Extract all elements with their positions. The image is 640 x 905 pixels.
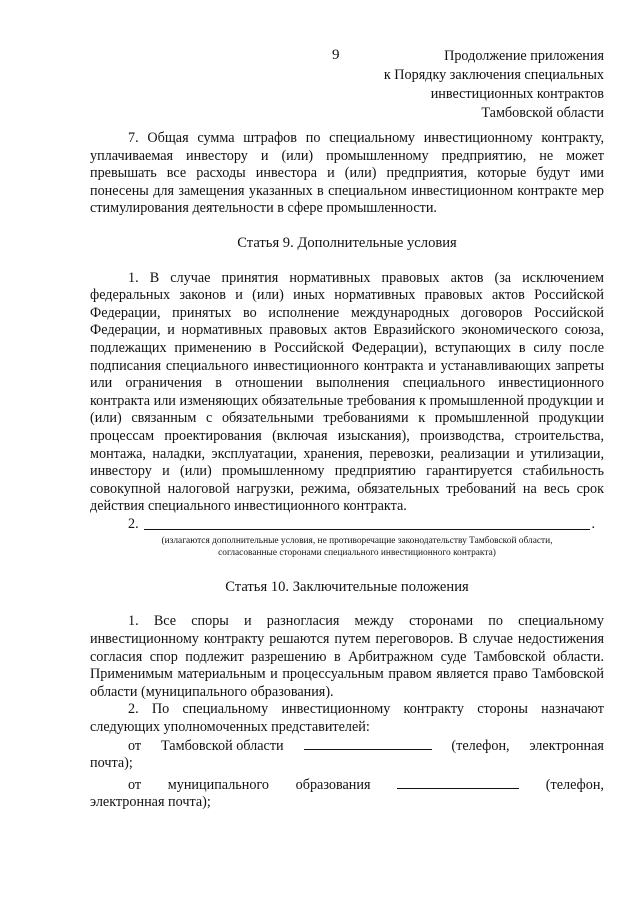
period: .	[591, 515, 595, 532]
rep-text: муниципального	[167, 776, 270, 793]
note-line: (излагаются дополнительные условия, не противоречащие законодательству Тамбовской области,	[161, 535, 553, 546]
rep-text: (телефон,	[545, 776, 604, 793]
representative-municipality	[90, 776, 604, 795]
header-line: Продолжение приложения	[444, 48, 604, 64]
fill-in-line	[144, 529, 590, 530]
paragraph-7: 7. Общая сумма штрафов по специальному инвестиционному контракту, уплачиваемая инвестору и (или) промышленному предприятию, не может превышать все расходы инвестора и (или) предприятия, которые будут ими понесены для замещения указанных в специальном инвестиционном контракте мер стимулирования деятельности в сфере промышленности.	[90, 130, 604, 217]
document-body	[90, 130, 604, 812]
header-line: к Порядку заключения специальных	[383, 67, 604, 83]
fill-in-line	[397, 776, 519, 789]
rep-tail: почта);	[90, 755, 133, 772]
page-number: 9	[332, 47, 340, 63]
note-line: согласованные сторонами специального инвестиционного контракта)	[218, 547, 496, 558]
header-line: инвестиционных контрактов	[430, 86, 604, 102]
appendix-header	[344, 47, 604, 123]
article-9-paragraph-1: 1. В случае принятия нормативных правовых актов (за исключением федеральных законов и (или) иных нормативных правовых актов Российской Федерации, принятых во исполнение международных договоров Российской Федерации, и нормативных правовых актов Евразийского экономического союза, подлежащих применению в Российской Федерации), вступающих в силу после подписания специального инвестиционного контракта и устанавливающих запреты или ограничения в отношении выполнения специального инвестиционного контракта или изменяющих обязательные требования к промышленной продукции и (или) связанным с обязательными требованиями к промышленной продукции процессам проектирования (включая изыскания), производства, строительства, монтажа, наладки, эксплуатации, хранения, перевозки, реализации и утилизации, инвестору и (или) промышленному предприятию гарантируется стабильность совокупной налоговой нагрузки, режима, обязательных требований на весь срок действия специального инвестиционного контракта.	[90, 269, 604, 515]
rep-text: образования	[295, 776, 371, 793]
rep-text: от	[128, 776, 142, 793]
article-10-paragraph-1: 1. Все споры и разногласия между сторонами по специальному инвестиционному контракту решаются путем переговоров. В случае недостижения согласия спор подлежит разрешению в Арбитражном суде Тамбовской области. Применимым материальным и процессуальным правом является право Тамбовской области (муниципального образования).	[90, 613, 604, 700]
rep-tail: электронная почта);	[90, 794, 211, 811]
article-10-paragraph-2: 2. По специальному инвестиционному контракту стороны назначают следующих уполномоченных представителей:	[90, 701, 604, 736]
rep-text: (телефон,	[451, 737, 510, 754]
article-9-paragraph-2	[90, 516, 604, 535]
article-9-title: Статья 9. Дополнительные условия	[237, 234, 457, 251]
article-10-title: Статья 10. Заключительные положения	[225, 578, 469, 595]
header-line: Тамбовской области	[481, 105, 604, 121]
footnote-instruction	[90, 535, 604, 559]
fill-in-line	[304, 737, 432, 750]
rep-text: электронная	[529, 737, 604, 754]
rep-text: Тамбовской области	[160, 737, 284, 754]
rep-text: от	[128, 737, 142, 754]
paragraph-number: 2.	[128, 515, 139, 532]
representative-region	[90, 737, 604, 756]
